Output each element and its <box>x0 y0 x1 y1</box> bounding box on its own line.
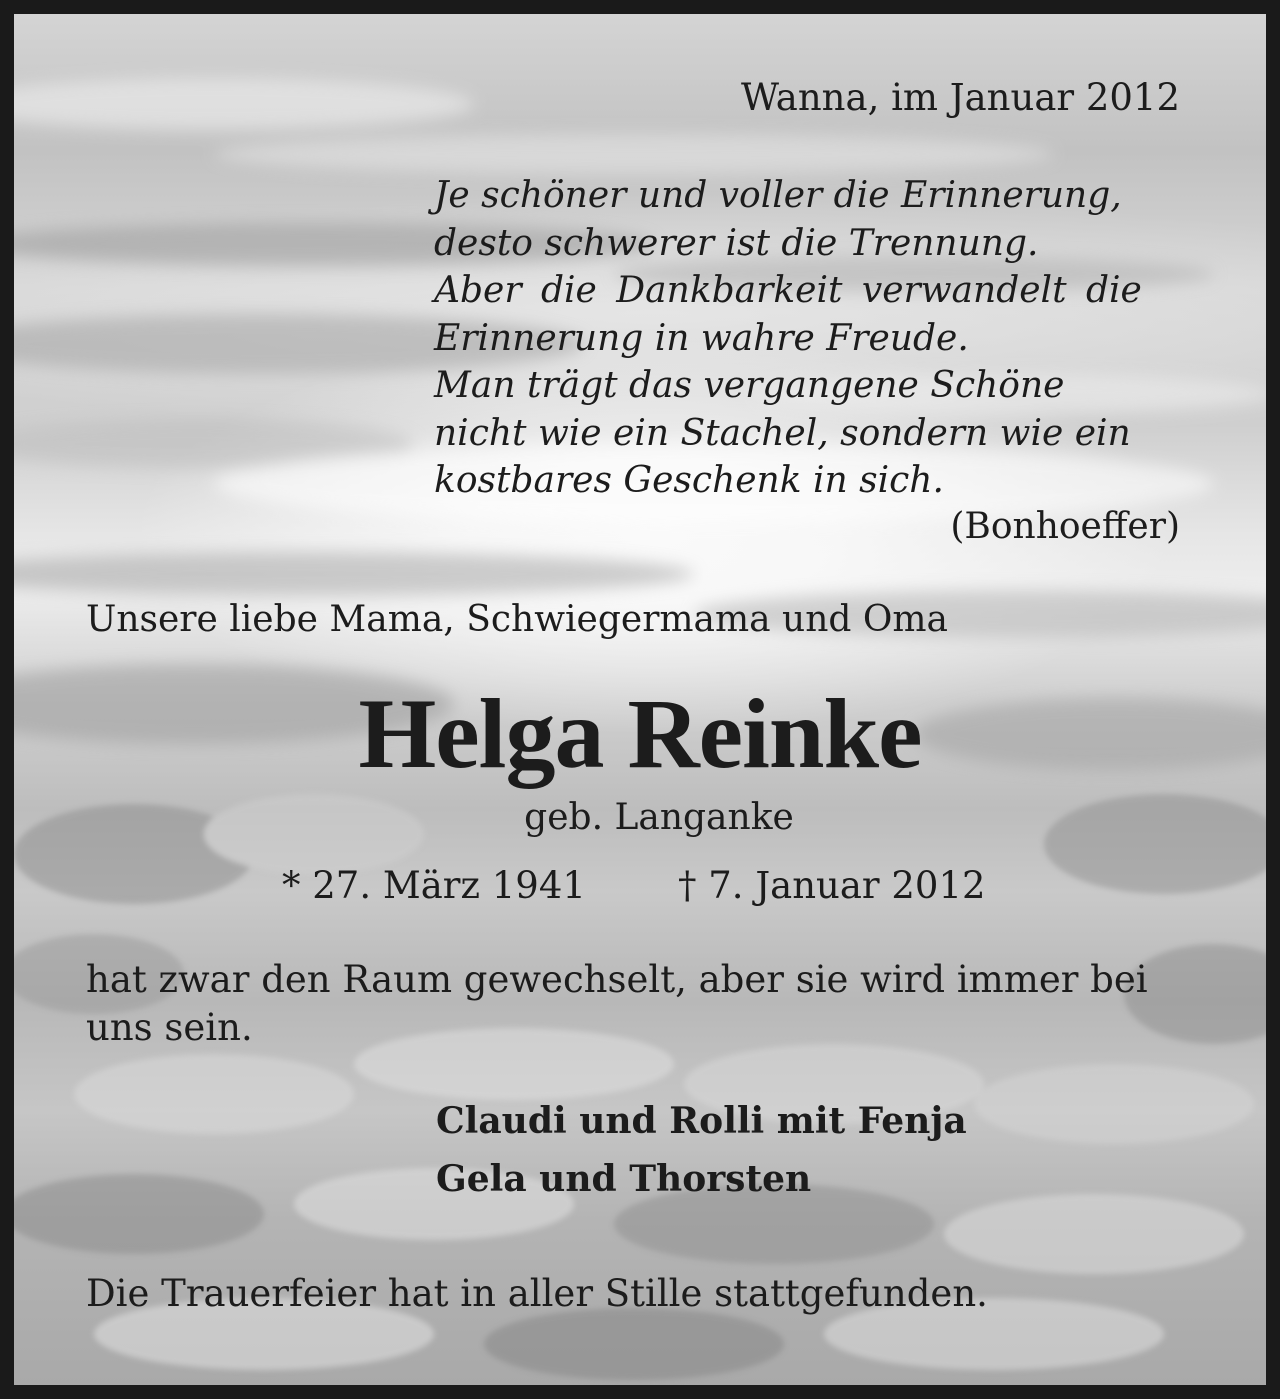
signatory: Gela und Thorsten <box>436 1158 812 1200</box>
message-line: hat zwar den Raum gewechselt, aber sie wird immer bei <box>86 958 1148 1001</box>
maiden-name: geb. Langanke <box>524 797 794 838</box>
deceased-name: Helga Reinke <box>358 678 922 789</box>
quote-line: Aber die Dankbarkeit verwandelt die <box>434 270 1142 311</box>
message-line: uns sein. <box>86 1006 253 1049</box>
quote-line: Erinnerung in wahre Freude. <box>434 317 969 359</box>
quote <box>434 172 1194 505</box>
death-date: † 7. Januar 2012 <box>678 864 986 907</box>
quote-line: nicht wie ein Stachel, sondern wie ein <box>434 412 1131 454</box>
signatory: Claudi und Rolli mit Fenja <box>436 1100 967 1142</box>
quote-line: Man trägt das vergangene Schöne <box>434 365 1065 406</box>
quote-line: desto schwerer ist die Trennung. <box>434 222 1039 264</box>
intro-line: Unsere liebe Mama, Schwiegermama und Oma <box>86 599 949 640</box>
place-date: Wanna, im Januar 2012 <box>740 76 1180 119</box>
birth-date: * 27. März 1941 <box>282 864 586 907</box>
quote-author: (Bonhoeffer) <box>950 506 1180 547</box>
quote-line: kostbares Geschenk in sich. <box>434 460 944 501</box>
closing-line: Die Trauerfeier hat in aller Stille stattgefunden. <box>86 1272 988 1315</box>
quote-line: Je schöner und voller die Erinnerung, <box>434 175 1122 216</box>
